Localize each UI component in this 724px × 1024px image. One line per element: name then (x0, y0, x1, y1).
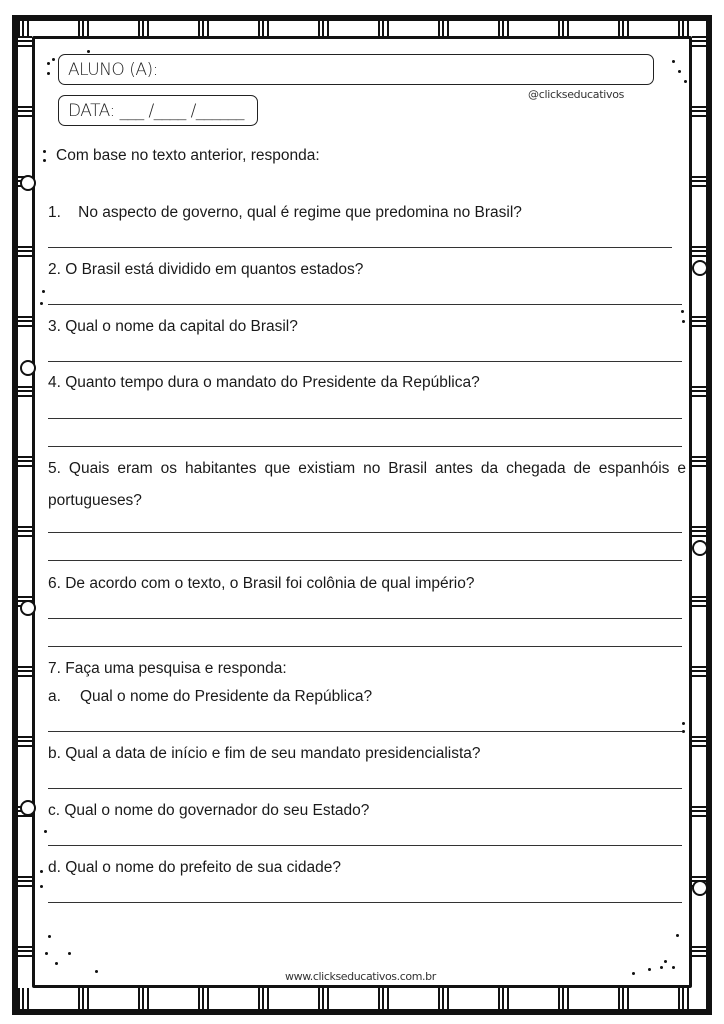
decor-dot-icon (682, 730, 685, 733)
instructions: Com base no texto anterior, responda: (56, 147, 320, 164)
question-6: 6. De acordo com o texto, o Brasil foi colônia de qual império? (48, 575, 475, 592)
border-pattern-bottom (18, 988, 706, 1009)
answer-line[interactable] (48, 361, 682, 362)
decor-dot-icon (95, 970, 98, 973)
decor-dot-icon (682, 722, 685, 725)
question-4: 4. Quanto tempo dura o mandato do Presidente da República? (48, 374, 480, 391)
decor-dot-icon (664, 960, 667, 963)
decor-dot-icon (55, 962, 58, 965)
border-loop-icon (692, 880, 708, 896)
answer-line[interactable] (48, 618, 682, 619)
answer-line[interactable] (48, 532, 682, 533)
border-loop-icon (692, 540, 708, 556)
border-pattern-top (18, 21, 706, 36)
decor-dot-icon (40, 885, 43, 888)
question-7c: c. Qual o nome do governador do seu Estado? (48, 802, 370, 819)
question-7b: b. Qual a data de início e fim de seu mandato presidencialista? (48, 745, 481, 762)
decor-dot-icon (44, 830, 47, 833)
question-7d: d. Qual o nome do prefeito de sua cidade? (48, 859, 341, 876)
border-loop-icon (20, 600, 36, 616)
decor-dot-icon (682, 320, 685, 323)
answer-line[interactable] (48, 646, 682, 647)
question-7a-letter: a. (48, 688, 61, 705)
question-7a-text: Qual o nome do Presidente da República? (80, 688, 373, 705)
border-loop-icon (20, 360, 36, 376)
social-handle: @clickseducativos (528, 88, 625, 101)
decor-dot-icon (672, 966, 675, 969)
decor-dot-icon (43, 150, 46, 153)
answer-line[interactable] (48, 845, 682, 846)
answer-line[interactable] (48, 560, 682, 561)
decor-dot-icon (672, 60, 675, 63)
border-loop-icon (20, 800, 36, 816)
border-loop-icon (692, 260, 708, 276)
decor-dot-icon (43, 159, 46, 162)
answer-line[interactable] (48, 418, 682, 419)
decor-dot-icon (52, 58, 55, 61)
decor-dot-icon (681, 310, 684, 313)
decor-dot-icon (68, 952, 71, 955)
question-1: 1. No aspecto de governo, qual é regime que predomina no Brasil? (48, 204, 522, 221)
answer-line[interactable] (48, 788, 682, 789)
decor-dot-icon (632, 972, 635, 975)
answer-line[interactable] (48, 731, 682, 732)
answer-line[interactable] (48, 902, 682, 903)
decor-dot-icon (660, 966, 663, 969)
answer-line[interactable] (48, 446, 682, 447)
decor-dot-icon (47, 62, 50, 65)
border-loop-icon (20, 175, 36, 191)
border-pattern-right (692, 36, 706, 988)
question-7: 7. Faça uma pesquisa e responda: (48, 660, 287, 677)
decor-dot-icon (676, 934, 679, 937)
student-name-field[interactable] (58, 54, 654, 85)
decor-dot-icon (678, 70, 681, 73)
question-2: 2. O Brasil está dividido em quantos estados? (48, 261, 364, 278)
decor-dot-icon (684, 80, 687, 83)
answer-line[interactable] (48, 247, 672, 248)
decor-dot-icon (48, 935, 51, 938)
question-3: 3. Qual o nome da capital do Brasil? (48, 318, 298, 335)
date-label: DATA: ___ /____ /______ (68, 100, 244, 121)
decor-dot-icon (87, 50, 90, 53)
decor-dot-icon (648, 968, 651, 971)
question-5: 5. Quais eram os habitantes que existiam no Brasil antes da chegada de espanhóis e portugueses? (48, 460, 686, 509)
student-name-label: ALUNO (A): (68, 59, 158, 80)
date-field[interactable] (58, 95, 258, 126)
decor-dot-icon (42, 290, 45, 293)
question-7a (48, 688, 372, 706)
decor-dot-icon (47, 72, 50, 75)
decor-dot-icon (45, 952, 48, 955)
decor-dot-icon (40, 302, 43, 305)
footer-website: www.clickseducativos.com.br (285, 970, 436, 983)
answer-line[interactable] (48, 304, 682, 305)
decor-dot-icon (40, 870, 43, 873)
